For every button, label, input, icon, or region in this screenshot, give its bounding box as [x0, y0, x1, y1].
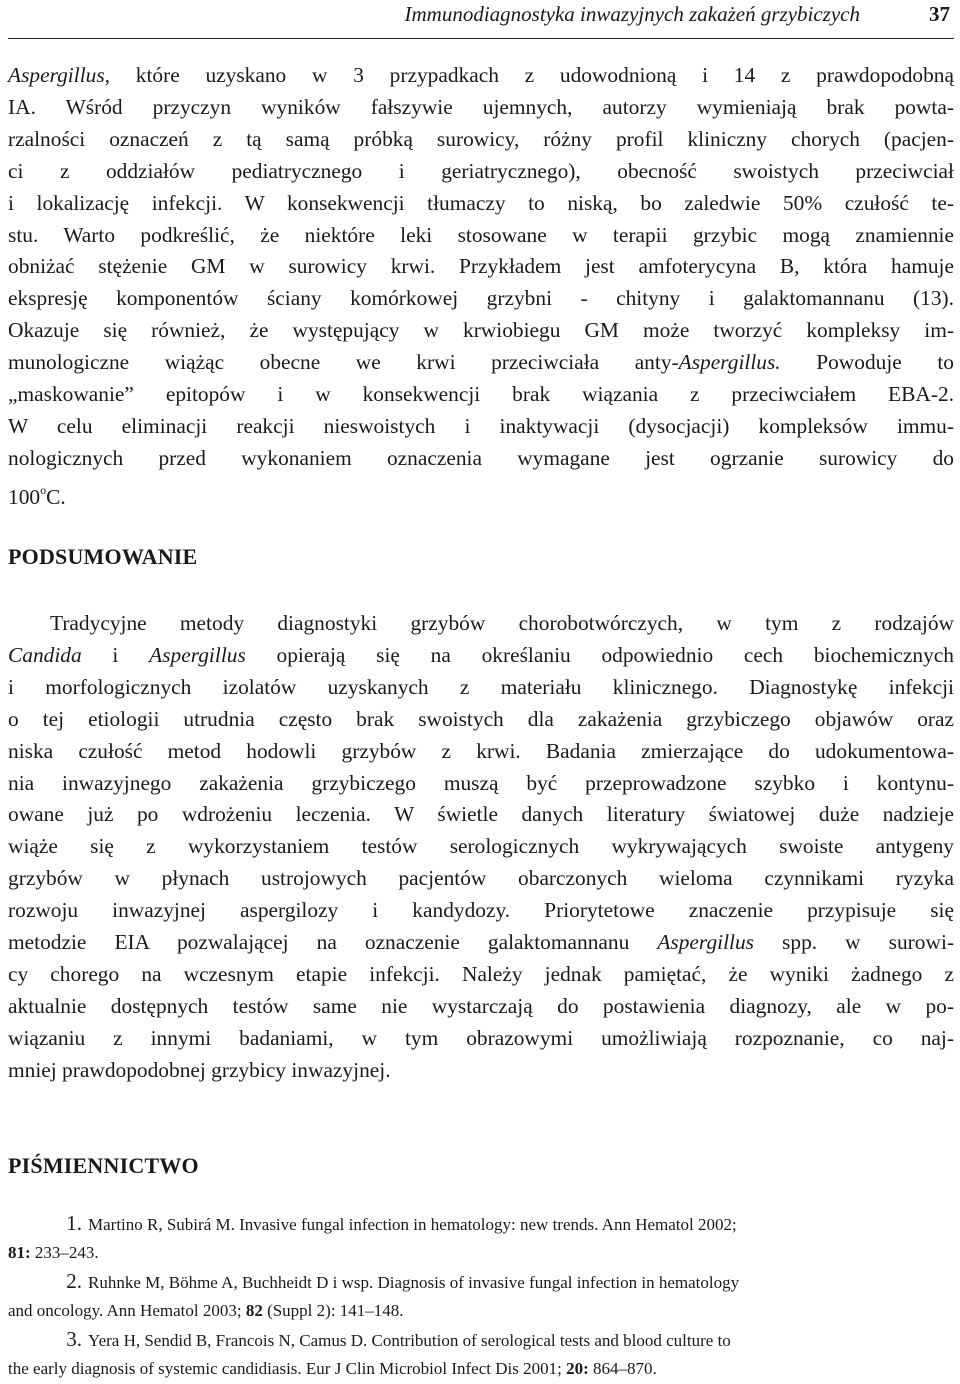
body-paragraph-1: [8, 60, 954, 514]
text-line: mniej prawdopodobnej grzybicy inwazyjnej.: [8, 1057, 391, 1082]
text-line: rozwoju inwazyjnej aspergilozy i kandydozy. Priorytetowe znaczenie przypisuje się: [8, 898, 954, 923]
text-line: rzalności oznaczeń z tą samą próbką surowicy, różny profil kliniczny chorych (pacjen-: [8, 126, 954, 151]
text-line: IA. Wśród przyczyn wyników fałszywie ujemnych, autorzy wymieniają brak powta-: [8, 94, 954, 119]
text-line: o tej etiologii utrudnia często brak swoistych dla zakażenia grzybiczego objawów oraz: [8, 706, 954, 731]
text-line: „maskowanie” epitopów i w konsekwencji brak wiązania z przeciwciałem EBA-2.: [8, 382, 954, 407]
section-heading-references: PIŚMIENNICTWO: [8, 1153, 199, 1178]
text-line: grzybów w płynach ustrojowych pacjentów obarczonych wieloma czynnikami ryzyka: [8, 866, 954, 891]
text-line: Aspergillus, które uzyskano w 3 przypadkach z udowodnioną i 14 z prawdopodobną: [8, 63, 954, 87]
text-line: W celu eliminacji reakcji nieswoistych i inaktywacji (dysocjacji) kompleksów immu-: [8, 413, 954, 438]
text-line: i morfologicznych izolatów uzyskanych z materiału klinicznego. Diagnostykę infekcji: [8, 674, 954, 699]
page-number: 37: [929, 2, 950, 26]
section-heading-summary: PODSUMOWANIE: [8, 544, 198, 569]
text-line: Okazuje się również, że występujący w krwiobiegu GM może tworzyć kompleksy im-: [8, 318, 954, 343]
reference-number: 2.: [66, 1269, 82, 1293]
reference-list: [8, 1210, 954, 1384]
text-line: nia inwazyjnego zakażenia grzybiczego muszą być przeprowadzone szybko i kontynu-: [8, 770, 954, 795]
summary-paragraph: [8, 608, 954, 1087]
text-line: Candida i Aspergillus opierają się na określaniu odpowiednio cech biochemicznych: [8, 642, 954, 667]
reference-item: 3. Yera H, Sendid B, Francois N, Camus D. Contribution of serological tests and blood culture to the early diagnosis of systemic candidiasis. Eur J Clin Microbiol Infect Dis 2001; 20: 864–870.: [8, 1327, 731, 1378]
text-line: wiązaniu z innymi badaniami, w tym obrazowymi umożliwiają rozpoznanie, co naj-: [8, 1025, 954, 1050]
text-line: cy chorego na wczesnym etapie infekcji. Należy jednak pamiętać, że wyniki żadnego z: [8, 961, 954, 986]
text-line: 100$^o$C.: [8, 482, 66, 509]
text-line: Tradycyjne metody diagnostyki grzybów chorobotwórczych, w tym z rodzajów: [50, 611, 954, 635]
text-line: wiąże się z wykorzystaniem testów serologicznych wykrywających swoiste antygeny: [8, 834, 954, 859]
running-title: Immunodiagnostyka inwazyjnych zakażeń grzybiczych: [404, 2, 860, 26]
text-line: obniżać stężenie GM w surowicy krwi. Przykładem jest amfoterycyna B, która hamuje: [8, 254, 954, 279]
text-line: metodzie EIA pozwalającej na oznaczenie galaktomannanu Aspergillus spp. w surowi-: [8, 930, 955, 955]
text-line: i lokalizację infekcji. W konsekwencji tłumaczy to niską, bo zaledwie 50% czułość te-: [8, 190, 954, 215]
reference-item: 2. Ruhnke M, Böhme A, Buchheidt D i wsp. Diagnosis of invasive fungal infection in hematology and oncology. Ann Hematol 2003; 82 (Suppl 2): 141–148.: [8, 1269, 740, 1320]
reference-number: 1.: [66, 1211, 82, 1235]
reference-number: 3.: [66, 1327, 82, 1351]
text-line: ci z oddziałów pediatrycznego i geriatrycznego), obecność swoistych przeciwciał: [8, 158, 954, 183]
text-line: nologicznych przed wykonaniem oznaczenia wymagane jest ogrzanie surowicy do: [8, 445, 954, 470]
text-line: ekspresję komponentów ściany komórkowej grzybni - chityny i galaktomannanu (13).: [8, 286, 954, 311]
text-line: owane już po wdrożeniu leczenia. W świetle danych literatury światowej duże nadzieje: [8, 802, 954, 827]
reference-item: 1. Martino R, Subirá M. Invasive fungal infection in hematology: new trends. Ann Hematol 2002; 81: 233–243.: [8, 1211, 737, 1262]
text-line: munologiczne wiążąc obecne we krwi przeciwciała anty-Aspergillus. Powoduje to: [8, 350, 954, 375]
text-line: niska czułość metod hodowli grzybów z krwi. Badania zmierzające do udokumentowa-: [8, 738, 954, 763]
text-line: stu. Warto podkreślić, że niektóre leki stosowane w terapii grzybic mogą znamiennie: [8, 222, 954, 247]
text-line: aktualnie dostępnych testów same nie wystarczają do postawienia diagnozy, ale w po-: [8, 993, 954, 1018]
running-header: [8, 0, 954, 39]
